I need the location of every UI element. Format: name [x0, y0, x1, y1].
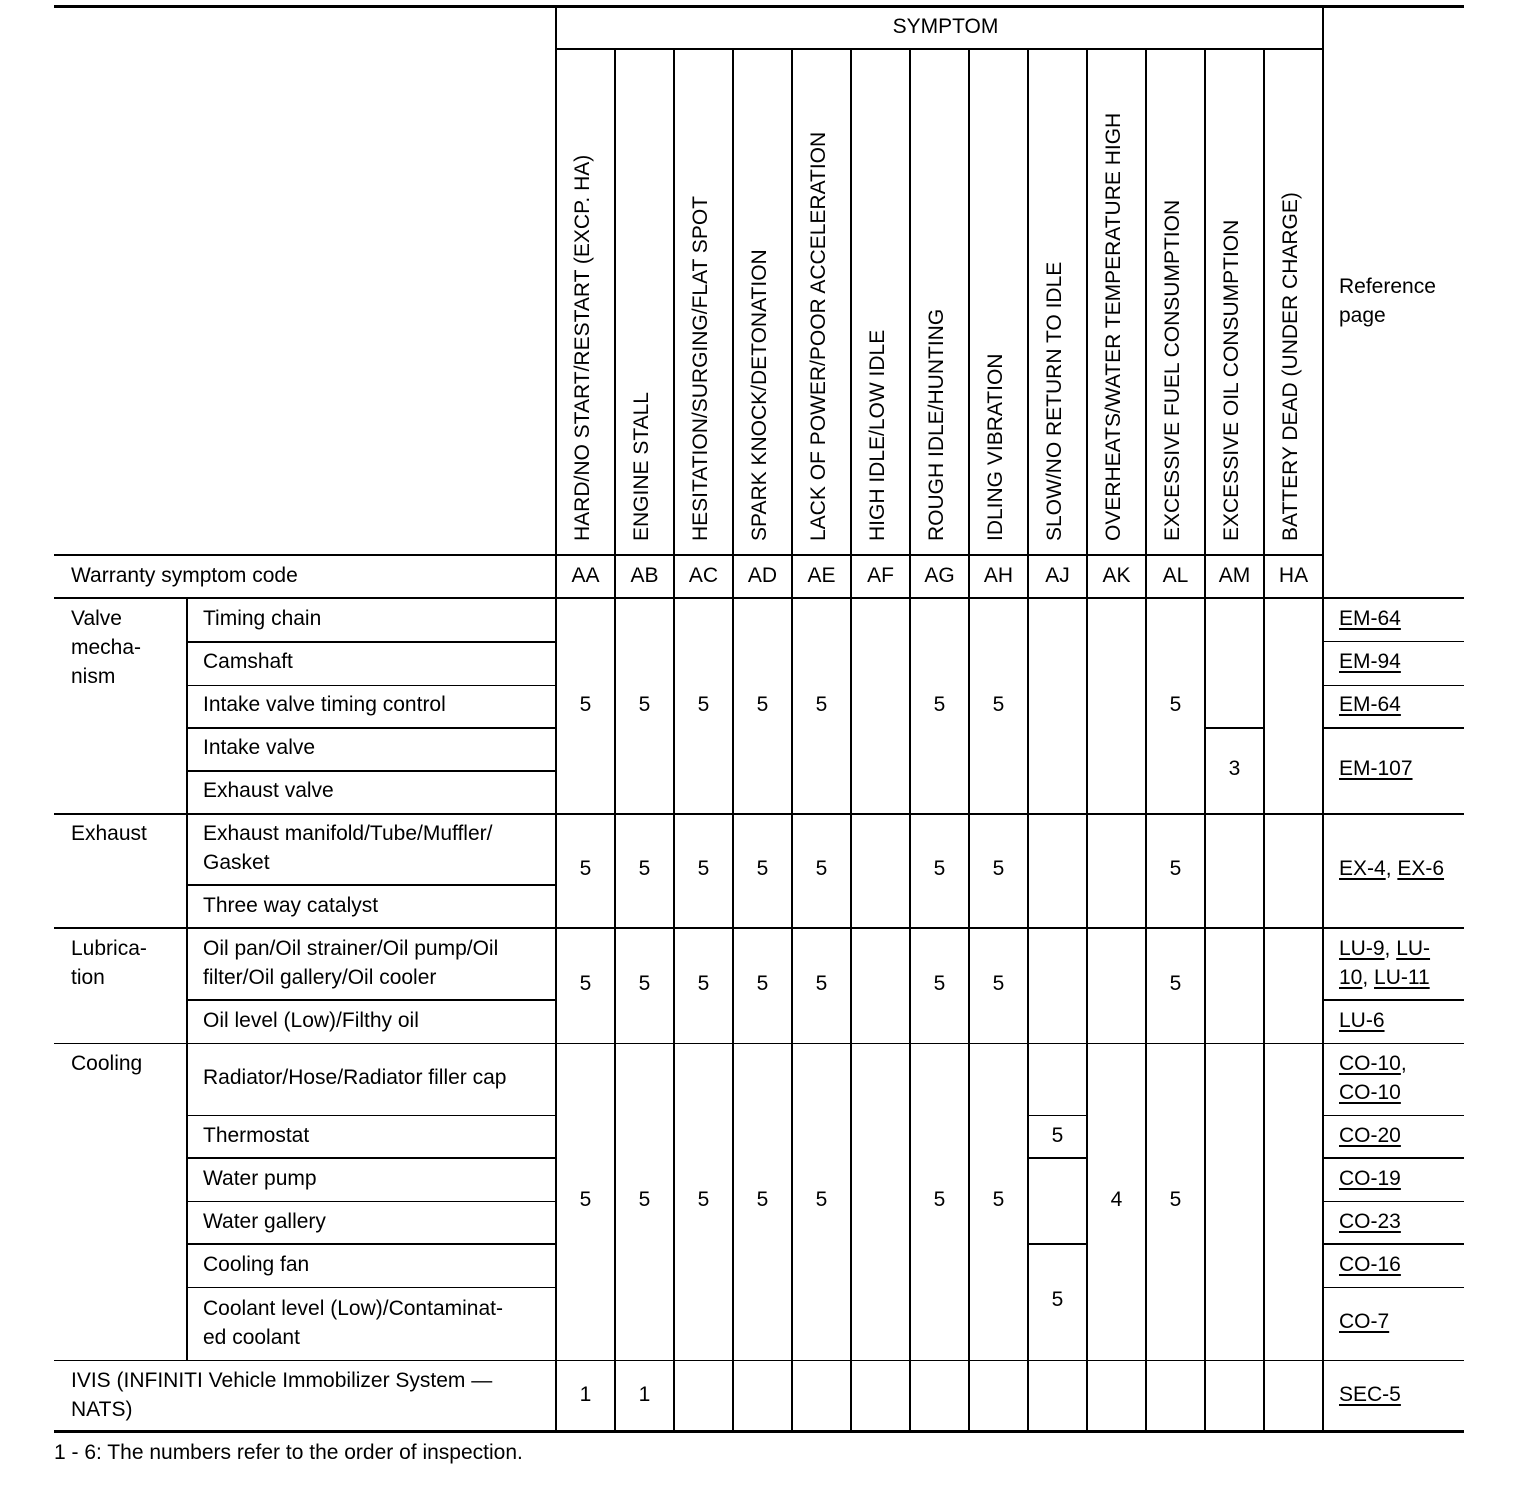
value-cell: 5 [756, 972, 769, 995]
value-cell: 5 [638, 857, 651, 880]
item-intake-valve: Intake valve [203, 736, 316, 759]
ref-link-co-7[interactable]: CO-7 [1339, 1310, 1390, 1333]
reference-page-header: Reference page [1339, 275, 1436, 327]
item-camshaft: Camshaft [203, 650, 293, 673]
value-cell: 5 [1169, 1188, 1182, 1211]
ref-link-em-94[interactable]: EM-94 [1339, 650, 1401, 673]
group-cooling: Cooling [71, 1052, 143, 1075]
warranty-bottom-line [54, 597, 1464, 599]
value-cell: 5 [579, 972, 592, 995]
value-cell: 5 [697, 857, 710, 880]
value-cell: 3 [1228, 757, 1241, 780]
ref-link-em-64[interactable]: EM-64 [1339, 607, 1401, 630]
value-cell: 5 [697, 693, 710, 716]
group-exhaust: Exhaust [71, 822, 147, 845]
value-cell: 5 [815, 972, 828, 995]
symptom-label-al: EXCESSIVE FUEL CONSUMPTION [1161, 199, 1184, 541]
reference-column-divider [1322, 6, 1324, 1432]
ref-link-co-23[interactable]: CO-23 [1339, 1210, 1401, 1233]
symptom-label-ag: ROUGH IDLE/HUNTING [925, 308, 948, 541]
code-ah: AH [983, 564, 1014, 587]
value-cell: 5 [933, 857, 946, 880]
warranty-symptom-code-label: Warranty symptom code [71, 564, 298, 587]
code-ac: AC [688, 564, 719, 587]
code-al: AL [1162, 564, 1189, 587]
ref-link-lu-10[interactable]: LU- [1396, 937, 1431, 960]
table-bottom-border [54, 1430, 1464, 1433]
value-cell: 5 [1169, 972, 1182, 995]
code-ag: AG [924, 564, 955, 587]
item-thermostat: Thermostat [203, 1124, 310, 1147]
ref-link-ex-4[interactable]: EX-4 [1339, 857, 1386, 880]
ref-link-sec-5[interactable]: SEC-5 [1339, 1383, 1401, 1406]
ref-radiator: CO-10, CO-10 [1339, 1052, 1407, 1104]
ref-exhaust: EX-4, EX-6 [1339, 857, 1445, 880]
value-cell: 5 [756, 857, 769, 880]
item-coolant-level: Coolant level (Low)/Contaminat- ed coolant [203, 1297, 503, 1349]
symptom-label-af: HIGH IDLE/LOW IDLE [866, 329, 889, 541]
ref-link-co-10[interactable]: CO-10 [1339, 1081, 1401, 1104]
symptom-label-ad: SPARK KNOCK/DETONATION [748, 249, 771, 541]
value-cell: 5 [992, 693, 1005, 716]
item-exhaust-valve: Exhaust valve [203, 779, 334, 802]
ref-link-ex-6[interactable]: EX-6 [1397, 857, 1445, 880]
ref-link-em-64[interactable]: EM-64 [1339, 693, 1401, 716]
item-oil-level: Oil level (Low)/Filthy oil [203, 1009, 419, 1032]
ref-lubrication: LU-9, LU- 10, LU-11 [1339, 937, 1431, 989]
item-oil-pan-strainer-pump: Oil pan/Oil strainer/Oil pump/Oil filter/Oil gallery/Oil cooler [203, 937, 499, 989]
symptom-divider [556, 48, 1324, 50]
symptom-label-ah: IDLING VIBRATION [984, 353, 1007, 541]
code-ha: HA [1278, 564, 1309, 587]
value-cell: 5 [1169, 693, 1182, 716]
group-valve-mechanism: Valve mecha- nism [71, 607, 142, 688]
symptom-label-ac: HESITATION/SURGING/FLAT SPOT [689, 196, 712, 541]
value-cell: 5 [992, 1188, 1005, 1211]
value-cell: 5 [1051, 1124, 1064, 1147]
value-cell: 5 [1051, 1288, 1064, 1311]
group-ivis: IVIS (INFINITI Vehicle Immobilizer System — NATS) [71, 1369, 493, 1421]
ref-link-co-10[interactable]: CO-10 [1339, 1052, 1401, 1075]
value-cell: 1 [579, 1383, 592, 1406]
value-cell: 5 [756, 1188, 769, 1211]
value-cell: 5 [815, 1188, 828, 1211]
symptom-label-aj: SLOW/NO RETURN TO IDLE [1043, 261, 1066, 541]
group-lubrication: Lubrica- tion [71, 937, 147, 989]
value-cell: 5 [933, 693, 946, 716]
value-cell: 5 [638, 693, 651, 716]
code-ad: AD [747, 564, 778, 587]
symptom-label-ak: OVERHEATS/WATER TEMPERATURE HIGH [1102, 112, 1125, 541]
value-cell: 5 [992, 972, 1005, 995]
item-cooling-fan: Cooling fan [203, 1253, 310, 1276]
ref-link-lu-11[interactable]: LU-11 [1374, 966, 1430, 989]
value-cell: 5 [756, 693, 769, 716]
symptom-label-aa: HARD/NO START/RESTART (EXCP. HA) [571, 154, 594, 541]
item-water-pump: Water pump [203, 1167, 317, 1190]
code-ak: AK [1102, 564, 1131, 587]
value-cell: 5 [933, 1188, 946, 1211]
ref-link-co-19[interactable]: CO-19 [1339, 1167, 1401, 1190]
ref-link-co-20[interactable]: CO-20 [1339, 1124, 1401, 1147]
value-cell: 5 [815, 857, 828, 880]
item-exhaust-manifold: Exhaust manifold/Tube/Muffler/ Gasket [203, 822, 493, 874]
value-cell: 5 [815, 693, 828, 716]
value-cell: 5 [697, 1188, 710, 1211]
symptom-label-ae: LACK OF POWER/POOR ACCELERATION [807, 131, 830, 541]
table-top-border [54, 5, 1464, 8]
value-cell: 5 [579, 1188, 592, 1211]
value-cell: 5 [992, 857, 1005, 880]
item-timing-chain: Timing chain [203, 607, 322, 630]
footnote: 1 - 6: The numbers refer to the order of inspection. [54, 1441, 523, 1464]
code-aj: AJ [1045, 564, 1070, 587]
value-cell: 1 [638, 1383, 651, 1406]
ref-link-lu-6[interactable]: LU-6 [1339, 1009, 1385, 1032]
code-ab: AB [630, 564, 659, 587]
header-bottom-line [54, 554, 1324, 556]
value-cell: 5 [697, 972, 710, 995]
code-af: AF [867, 564, 894, 587]
item-intake-valve-timing-control: Intake valve timing control [203, 693, 446, 716]
code-aa: AA [571, 564, 600, 587]
value-cell: 5 [638, 972, 651, 995]
value-cell: 5 [638, 1188, 651, 1211]
ref-link-lu-9[interactable]: LU-9 [1339, 937, 1385, 960]
value-cell: 4 [1110, 1188, 1123, 1211]
item-radiator: Radiator/Hose/Radiator filler cap [203, 1066, 507, 1089]
item-water-gallery: Water gallery [203, 1210, 326, 1233]
symptom-header: SYMPTOM [892, 15, 999, 38]
value-cell: 5 [579, 693, 592, 716]
symptom-label-ab: ENGINE STALL [630, 392, 653, 541]
ref-link-co-16[interactable]: CO-16 [1339, 1253, 1401, 1276]
value-cell: 5 [579, 857, 592, 880]
code-am: AM [1218, 564, 1251, 587]
symptom-label-ha: BATTERY DEAD (UNDER CHARGE) [1279, 192, 1302, 541]
ref-link-em-107[interactable]: EM-107 [1339, 757, 1413, 780]
value-cell: 5 [933, 972, 946, 995]
symptom-label-am: EXCESSIVE OIL CONSUMPTION [1220, 219, 1243, 541]
value-cell: 5 [1169, 857, 1182, 880]
ref-link-lu-10-cont[interactable]: 10 [1339, 966, 1363, 989]
item-three-way-catalyst: Three way catalyst [203, 894, 379, 917]
code-ae: AE [807, 564, 836, 587]
label-column-divider [555, 6, 557, 1432]
